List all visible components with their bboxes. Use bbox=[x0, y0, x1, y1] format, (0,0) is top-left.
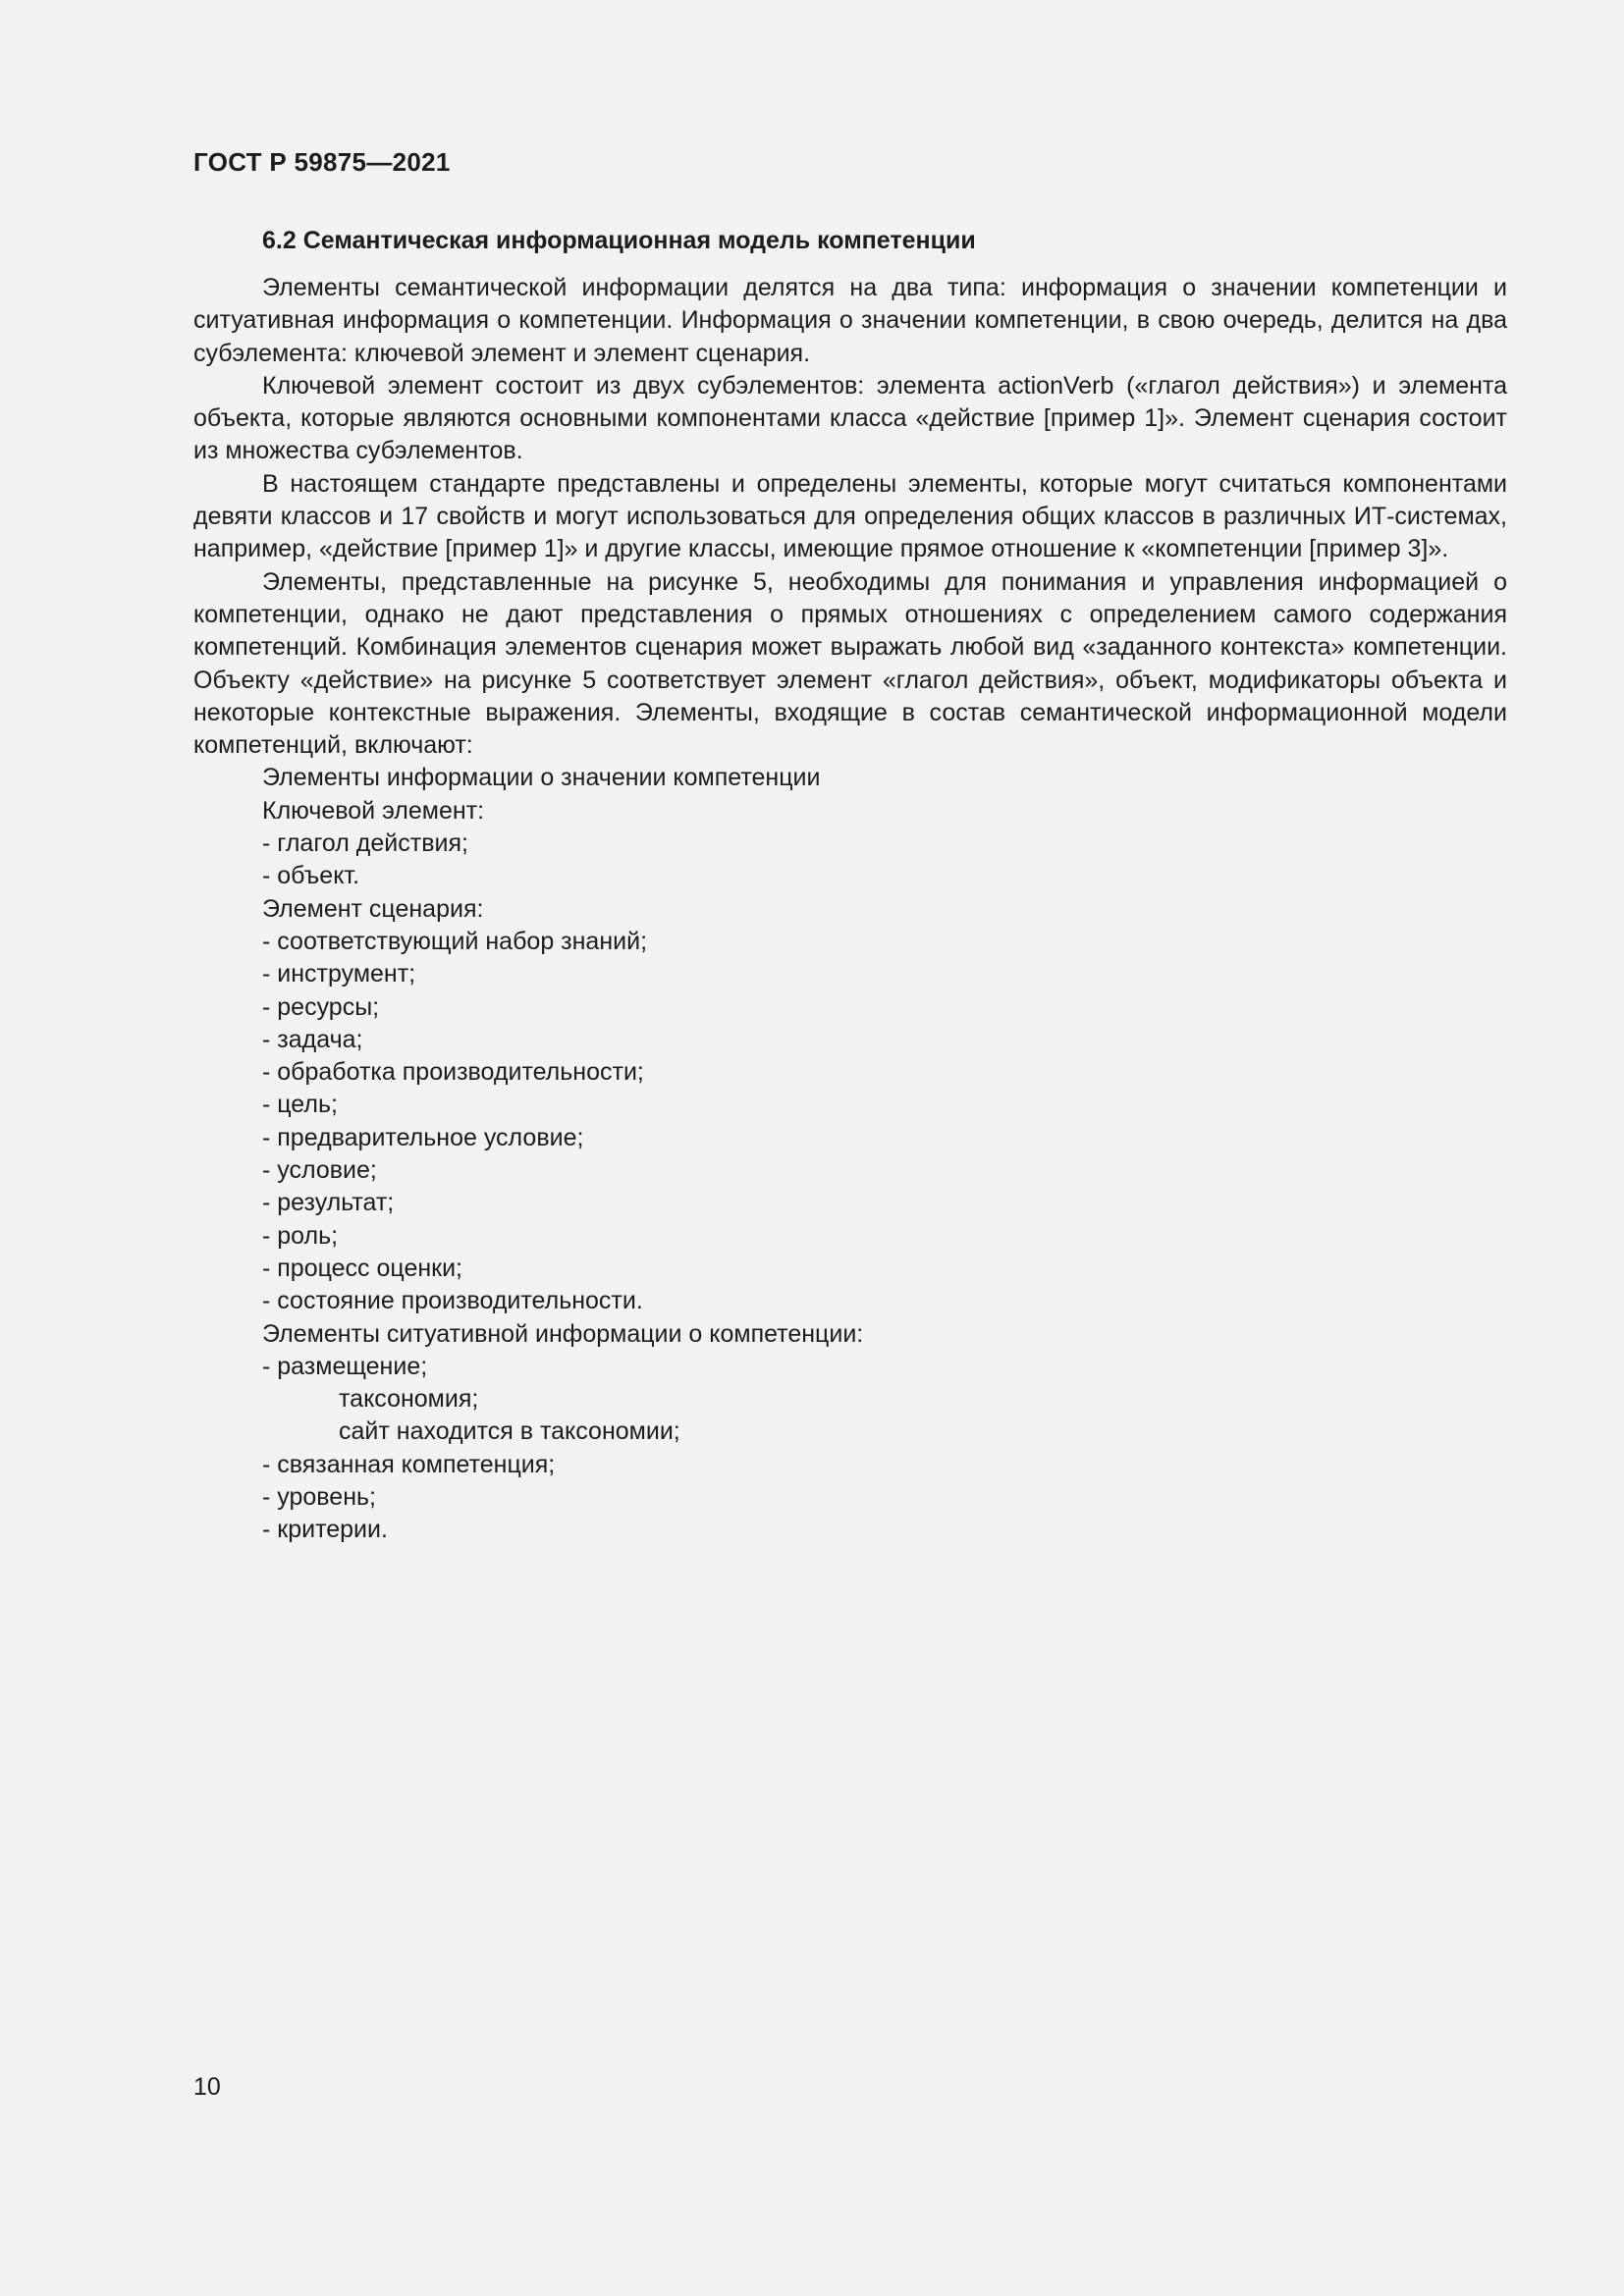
list-subitem: сайт находится в таксономии; bbox=[339, 1417, 680, 1446]
list-item: - ресурсы; bbox=[262, 992, 380, 1021]
section-body bbox=[193, 272, 1507, 1547]
section-title: 6.2 Семантическая информационная модель компетенции bbox=[262, 227, 976, 254]
list-heading: Элементы ситуативной информации о компетенции: bbox=[262, 1319, 864, 1348]
list-item: - объект. bbox=[262, 862, 360, 890]
document-code-header: ГОСТ Р 59875—2021 bbox=[193, 147, 451, 177]
list-subheading: Элемент сценария: bbox=[262, 894, 484, 923]
paragraph: Элементы семантической информации делятся на два типа: информация о значении компетенции и ситуативная информация о компетенции. Информация о значении компетенции, в свою очередь, делится на два субэлемента: ключевой элемент и элемент сценария. bbox=[193, 274, 1507, 367]
list-item: - инструмент; bbox=[262, 960, 416, 988]
list-item: - обработка производительности; bbox=[262, 1058, 644, 1087]
paragraph: В настоящем стандарте представлены и определены элементы, которые могут считаться компонентами девяти классов и 17 свойств и могут использоваться для определения общих классов в различных ИТ-системах, например, «действие [пример 1]» и другие классы, имеющие прямое отношение к «компетенции [пример 3]». bbox=[193, 469, 1507, 563]
list-item: - критерии. bbox=[262, 1516, 388, 1544]
list-item: - соответствующий набор знаний; bbox=[262, 927, 648, 955]
list-item: - размещение; bbox=[262, 1352, 428, 1380]
paragraph: Элементы, представленные на рисунке 5, необходимы для понимания и управления информацией о компетенции, однако не дают представления о прямых отношениях с определением самого содержания компетенций. Комбинация элементов сценария может выражать любой вид «заданного контекста» компетенции. Объекту «действие» на рисунке 5 соответствует элемент «глагол действия», объект, модификаторы объекта и некоторые контекстные выражения. Элементы, входящие в состав семантической информационной модели компетенций, включают: bbox=[193, 567, 1507, 760]
page-number: 10 bbox=[193, 2073, 221, 2101]
list-subitem: таксономия; bbox=[339, 1385, 479, 1414]
list-item: - процесс оценки; bbox=[262, 1254, 463, 1282]
list-item: - условие; bbox=[262, 1156, 377, 1185]
list-item: - задача; bbox=[262, 1025, 363, 1053]
list-item: - уровень; bbox=[262, 1482, 376, 1511]
list-item: - связанная компетенция; bbox=[262, 1450, 556, 1478]
list-item: - состояние производительности. bbox=[262, 1287, 643, 1315]
paragraph: Ключевой элемент состоит из двух субэлементов: элемента actionVerb («глагол действия») и элемента объекта, которые являются основными компонентами класса «действие [пример 1]». Элемент сценария состоит из множества субэлементов. bbox=[193, 371, 1507, 465]
list-item: - цель; bbox=[262, 1091, 338, 1119]
list-item: - роль; bbox=[262, 1221, 339, 1250]
list-subheading: Ключевой элемент: bbox=[262, 796, 485, 825]
list-item: - глагол действия; bbox=[262, 829, 468, 858]
list-item: - результат; bbox=[262, 1189, 395, 1217]
list-item: - предварительное условие; bbox=[262, 1123, 584, 1151]
list-heading: Элементы информации о значении компетенции bbox=[262, 764, 821, 792]
